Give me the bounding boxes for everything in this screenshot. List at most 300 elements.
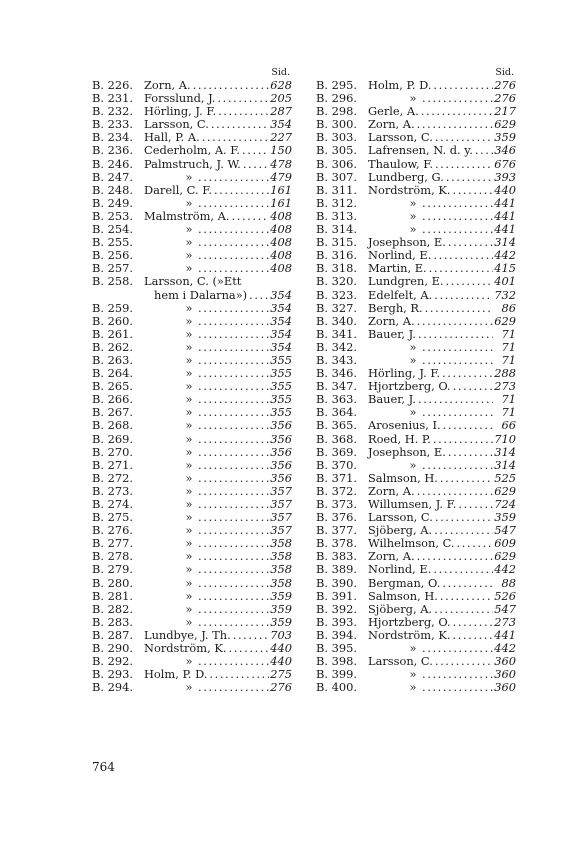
entry-page-number: 273 [494, 614, 516, 629]
entry-code: B. 266. [92, 392, 133, 407]
entry-code: B. 295. [316, 78, 357, 92]
entry-artist: Salmson, H. [368, 588, 438, 603]
index-entry [92, 446, 292, 459]
entry-page-number: 217 [494, 104, 516, 119]
dot-leader [196, 380, 269, 393]
dot-leader [196, 249, 269, 262]
entry-page-number: 354 [270, 326, 292, 341]
entry-artist: Norlind, E. [368, 248, 432, 263]
entry-code: B. 280. [92, 575, 133, 590]
entry-page-number: 442 [494, 562, 516, 577]
entry-artist: Edelfelt, A. [368, 287, 433, 302]
ditto-mark: » [185, 379, 193, 394]
entry-artist: Forsslund, J. [144, 91, 216, 106]
index-entry [92, 590, 292, 603]
entry-page-number: 346 [494, 143, 516, 158]
entry-artist: Hörling, J. F. [368, 366, 441, 381]
entry-page-number: 356 [270, 444, 292, 459]
entry-page-number: 205 [270, 91, 292, 106]
entry-code: B. 370. [316, 457, 357, 472]
dot-leader [196, 459, 269, 472]
entry-code: B. 276. [92, 523, 133, 538]
entry-artist: Larsson, C. (»Ett [144, 274, 242, 289]
entry-code: B. 311. [316, 182, 357, 197]
entry-code: B. 263. [92, 352, 133, 367]
entry-artist: Lundgren, E. [368, 274, 444, 289]
entry-page-number: 359 [494, 130, 516, 145]
entry-code: B. 376. [316, 510, 357, 525]
entry-artist: Zorn, A. [368, 117, 415, 132]
dot-leader [196, 485, 269, 498]
ditto-mark: » [185, 614, 193, 629]
ditto-mark: » [185, 313, 193, 328]
dot-leader [196, 171, 269, 184]
entry-page-number: 440 [270, 654, 292, 669]
entry-artist: Bauer, J. [368, 326, 416, 341]
entry-code: B. 283. [92, 614, 133, 629]
entry-artist: Larsson, C. [368, 130, 433, 145]
entry-page-number: 288 [494, 366, 516, 381]
entry-page-number: 66 [501, 418, 516, 433]
index-entry [92, 197, 292, 210]
dot-leader [196, 393, 269, 406]
entry-page-number: 360 [494, 667, 516, 682]
dot-leader [196, 419, 269, 432]
sid-header: Sid. [271, 67, 290, 78]
entry-artist: Bergman, O. [368, 575, 441, 590]
dot-leader [196, 315, 269, 328]
ditto-mark: » [185, 392, 193, 407]
entry-page-number: 71 [501, 326, 516, 341]
index-entry [316, 563, 516, 576]
entry-code: B. 318. [316, 261, 357, 276]
entry-artist: Lundberg, G. [368, 169, 444, 184]
index-entry [92, 171, 292, 184]
dot-leader [438, 590, 493, 603]
dot-leader [420, 341, 493, 354]
dot-leader [196, 433, 269, 446]
entry-code: B. 399. [316, 667, 357, 682]
entry-artist: Thaulow, F. [368, 156, 433, 171]
ditto-mark: » [185, 575, 193, 590]
dot-leader [423, 302, 493, 315]
entry-artist: Lafrensen, N. d. y. [368, 143, 473, 158]
entry-artist: Zorn, A. [368, 549, 415, 564]
entry-code: B. 292. [92, 654, 133, 669]
dot-leader [196, 511, 269, 524]
index-entry [92, 563, 292, 576]
ditto-mark: » [185, 195, 193, 210]
entry-page-number: 356 [270, 457, 292, 472]
entry-code: B. 272. [92, 470, 133, 485]
entry-artist: Roed, H. P. [368, 431, 431, 446]
index-entry [316, 289, 516, 302]
dot-leader [196, 367, 269, 380]
entry-page-number: 479 [270, 169, 292, 184]
entry-code: B. 369. [316, 444, 357, 459]
entry-page-number: 355 [270, 405, 292, 420]
dot-leader [420, 210, 493, 223]
dot-leader [196, 616, 269, 629]
index-entry [316, 433, 516, 446]
dot-leader [455, 537, 493, 550]
page-folio: 764 [92, 760, 115, 774]
entry-code: B. 315. [316, 235, 357, 250]
entry-page-number: 355 [270, 392, 292, 407]
entry-artist: Josephson, E. [368, 235, 446, 250]
index-entry [92, 341, 292, 354]
entry-code: B. 265. [92, 379, 133, 394]
entry-page-number: 287 [270, 104, 292, 119]
entry-code: B. 282. [92, 601, 133, 616]
entry-page-number: 415 [494, 261, 516, 276]
ditto-mark: » [185, 418, 193, 433]
entry-code: B. 341. [316, 326, 357, 341]
entry-code: B. 320. [316, 274, 357, 289]
entry-artist: Martin, E. [368, 261, 427, 276]
ditto-mark: » [185, 444, 193, 459]
dot-leader [446, 446, 493, 459]
entry-code: B. 277. [92, 536, 133, 551]
entry-artist: Bauer, J. [368, 392, 416, 407]
entry-page-number: 150 [270, 143, 292, 158]
index-entry [92, 158, 292, 171]
entry-page-number: 276 [270, 680, 292, 695]
entry-code: B. 392. [316, 601, 357, 616]
ditto-mark: » [409, 405, 417, 420]
entry-code: B. 256. [92, 248, 133, 263]
entry-page-number: 442 [494, 641, 516, 656]
ditto-mark: » [185, 248, 193, 263]
ditto-mark: » [185, 497, 193, 511]
entry-page-number: 408 [270, 222, 292, 237]
entry-page-number: 408 [270, 248, 292, 263]
dot-leader [415, 315, 493, 328]
entry-code: B. 298. [316, 104, 357, 119]
entry-page-number: 355 [270, 352, 292, 367]
dot-leader [196, 302, 269, 315]
entry-page-number: 440 [494, 182, 516, 197]
index-entry [316, 472, 516, 485]
entry-page-number: 358 [270, 562, 292, 577]
index-entry [92, 433, 292, 446]
entry-artist: Malmström, A. [144, 208, 230, 223]
entry-page-number: 71 [501, 405, 516, 420]
index-entry [316, 184, 516, 197]
dot-leader [432, 289, 493, 302]
entry-code: B. 340. [316, 313, 357, 328]
entry-code: B. 267. [92, 405, 133, 420]
entry-page-number: 676 [494, 156, 516, 171]
entry-page-number: 360 [494, 654, 516, 669]
entry-artist: Willumsen, J. F. [368, 497, 457, 511]
dot-leader [431, 433, 493, 446]
dot-leader [240, 144, 269, 157]
entry-code: B. 226. [92, 78, 133, 92]
index-entry [92, 616, 292, 629]
index-column-left [92, 66, 292, 694]
index-entry [316, 577, 516, 590]
entry-page-number: 88 [501, 575, 516, 590]
dot-leader [196, 472, 269, 485]
entry-code: B. 372. [316, 483, 357, 498]
dot-leader [196, 577, 269, 590]
entry-code: B. 316. [316, 248, 357, 263]
entry-code: B. 271. [92, 457, 133, 472]
index-entry [316, 603, 516, 616]
ditto-mark: » [185, 601, 193, 616]
entry-artist: Lundbye, J. Th. [144, 627, 231, 642]
entry-code: B. 275. [92, 510, 133, 525]
entry-page-number: 442 [494, 248, 516, 263]
ditto-mark: » [185, 326, 193, 341]
entry-code: B. 364. [316, 405, 357, 420]
dot-leader [196, 550, 269, 563]
entry-code: B. 373. [316, 497, 357, 511]
entry-page-number: 314 [494, 235, 516, 250]
dot-leader [196, 328, 269, 341]
entry-code: B. 394. [316, 627, 357, 642]
dot-leader [215, 92, 269, 105]
entry-artist: Nordström, K. [368, 627, 451, 642]
entry-code: B. 313. [316, 208, 357, 223]
entry-artist: Sjöberg, A. [368, 601, 433, 616]
entry-artist: Holm, P. D. [144, 667, 208, 682]
entry-artist: Zorn, A. [144, 78, 191, 92]
entry-code: B. 342. [316, 339, 357, 354]
entry-page-number: 71 [501, 339, 516, 354]
entry-page-number: 547 [494, 523, 516, 538]
entry-code: B. 270. [92, 444, 133, 459]
entry-artist: Nordström, K. [368, 182, 451, 197]
entry-artist: Hall, P. A. [144, 130, 200, 145]
entry-code: B. 258. [92, 274, 133, 289]
dot-leader [433, 655, 493, 668]
entry-page-number: 408 [270, 261, 292, 276]
index-entry [316, 171, 516, 184]
ditto-mark: » [409, 680, 417, 695]
entry-page-number: 629 [494, 313, 516, 328]
entry-page-number: 710 [494, 431, 516, 446]
dot-leader [196, 236, 269, 249]
entry-artist: Larsson, C. [144, 117, 209, 132]
entry-page-number: 441 [494, 208, 516, 223]
entry-page-number: 356 [270, 431, 292, 446]
entry-page-number: 314 [494, 444, 516, 459]
entry-page-number: 359 [494, 510, 516, 525]
entry-page-number: 441 [494, 222, 516, 237]
dot-leader [416, 328, 493, 341]
entry-code: B. 249. [92, 195, 133, 210]
dot-leader [420, 668, 493, 681]
ditto-mark: » [185, 588, 193, 603]
entry-code: B. 273. [92, 483, 133, 498]
entry-code: B. 261. [92, 326, 133, 341]
entry-page-number: 629 [494, 117, 516, 132]
dot-leader [196, 681, 269, 694]
entry-code: B. 393. [316, 614, 357, 629]
index-entry [316, 315, 516, 328]
index-column-right [316, 66, 516, 694]
dot-leader [196, 537, 269, 550]
ditto-mark: » [185, 536, 193, 551]
dot-leader [216, 105, 269, 118]
entry-code: B. 305. [316, 143, 357, 158]
entry-artist: Palmstruch, J. W. [144, 156, 241, 171]
entry-page-number: 358 [270, 536, 292, 551]
dot-leader [446, 236, 493, 249]
entry-code: B. 378. [316, 536, 357, 551]
entry-code: B. 234. [92, 130, 133, 145]
entry-code: B. 400. [316, 680, 357, 695]
entry-page-number: 356 [270, 418, 292, 433]
entry-page-number: 478 [270, 156, 292, 171]
dot-leader [196, 446, 269, 459]
dot-leader [456, 498, 493, 511]
ditto-mark: » [185, 483, 193, 498]
entry-artist: Arosenius, I. [368, 418, 441, 433]
dot-leader [438, 472, 493, 485]
sid-header: Sid. [495, 67, 514, 78]
dot-leader [196, 406, 269, 419]
index-entry [316, 616, 516, 629]
ditto-mark: » [185, 431, 193, 446]
entry-code: B. 253. [92, 208, 133, 223]
ditto-mark: » [185, 261, 193, 276]
entry-artist: Darell, C. F. [144, 182, 212, 197]
entry-page-number: 440 [270, 641, 292, 656]
entry-code: B. 390. [316, 575, 357, 590]
entry-code: B. 259. [92, 300, 133, 315]
ditto-mark: » [185, 457, 193, 472]
dot-leader [226, 642, 269, 655]
entry-code: B. 281. [92, 588, 133, 603]
entry-page-number: 355 [270, 379, 292, 394]
index-entry [92, 419, 292, 432]
entry-page-number: 276 [494, 91, 516, 106]
entry-artist: Zorn, A. [368, 483, 415, 498]
entry-code: B. 257. [92, 261, 133, 276]
ditto-mark: » [185, 510, 193, 525]
index-entry [92, 577, 292, 590]
entry-code: B. 395. [316, 641, 357, 656]
entry-code: B. 371. [316, 470, 357, 485]
dot-leader [433, 511, 493, 524]
entry-artist: Norlind, E. [368, 562, 432, 577]
ditto-mark: » [185, 680, 193, 695]
entry-artist: Wilhelmson, C. [368, 536, 455, 551]
index-entry [316, 275, 516, 288]
dot-leader [431, 79, 493, 92]
dot-leader [420, 459, 493, 472]
dot-leader [432, 603, 493, 616]
index-entry [316, 144, 516, 157]
index-entry [92, 144, 292, 157]
dot-leader [207, 668, 269, 681]
dot-leader [196, 603, 269, 616]
dot-leader [431, 563, 493, 576]
dot-leader [441, 419, 493, 432]
ditto-mark: » [409, 91, 417, 106]
index-entry [316, 341, 516, 354]
dot-leader [416, 393, 493, 406]
entry-page-number: 161 [270, 195, 292, 210]
entry-code: B. 294. [92, 680, 133, 695]
ditto-mark: » [185, 169, 193, 184]
entry-page-number: 71 [501, 352, 516, 367]
entry-code: B. 232. [92, 104, 133, 119]
entry-page-number: 609 [494, 536, 516, 551]
dot-leader [212, 184, 269, 197]
entry-code: B. 268. [92, 418, 133, 433]
index-entry [92, 328, 292, 341]
entry-code: B. 368. [316, 431, 357, 446]
entry-page-number: 356 [270, 470, 292, 485]
entry-code: B. 293. [92, 667, 133, 682]
index-entry [316, 328, 516, 341]
entry-code: B. 347. [316, 379, 357, 394]
entry-code: B. 264. [92, 366, 133, 381]
ditto-mark: » [185, 549, 193, 564]
entry-page-number: 227 [270, 130, 292, 145]
entry-code: B. 327. [316, 300, 357, 315]
dot-leader [196, 590, 269, 603]
entry-code: B. 300. [316, 117, 357, 132]
index-entry [92, 459, 292, 472]
index-entry [316, 197, 516, 210]
ditto-mark: » [185, 366, 193, 381]
index-entry [316, 590, 516, 603]
dot-leader [440, 577, 493, 590]
entry-page-number: 393 [494, 169, 516, 184]
ditto-mark: » [185, 562, 193, 577]
ditto-mark: » [185, 523, 193, 538]
ditto-mark: » [185, 470, 193, 485]
ditto-mark: » [185, 235, 193, 250]
index-entry [316, 681, 516, 694]
dot-leader [196, 197, 269, 210]
entry-artist: Zorn, A. [368, 313, 415, 328]
dot-leader [444, 275, 493, 288]
entry-page-number: 441 [494, 627, 516, 642]
entry-artist: Sjöberg, A. [368, 523, 433, 538]
entry-code: B. 363. [316, 392, 357, 407]
ditto-mark: » [409, 208, 417, 223]
entry-code: B. 307. [316, 169, 357, 184]
entry-page-number: 359 [270, 601, 292, 616]
entry-artist: Nordström, K. [144, 641, 227, 656]
dot-leader [419, 105, 493, 118]
dot-leader [196, 498, 269, 511]
entry-page-number: 547 [494, 601, 516, 616]
entry-page-number: 357 [270, 523, 292, 538]
entry-code: B. 398. [316, 654, 357, 669]
ditto-mark: » [409, 352, 417, 367]
dot-leader [230, 210, 269, 223]
ditto-mark: » [409, 195, 417, 210]
entry-page-number: 629 [494, 483, 516, 498]
entry-page-number: 358 [270, 575, 292, 590]
entry-code: B. 323. [316, 287, 357, 302]
entry-artist: hem i Dalarna») [154, 287, 248, 302]
entry-page-number: 526 [494, 588, 516, 603]
entry-code: B. 278. [92, 549, 133, 564]
entry-page-number: 732 [494, 287, 516, 302]
entry-code: B. 346. [316, 366, 357, 381]
ditto-mark: » [185, 222, 193, 237]
ditto-mark: » [409, 667, 417, 682]
dot-leader [451, 616, 493, 629]
